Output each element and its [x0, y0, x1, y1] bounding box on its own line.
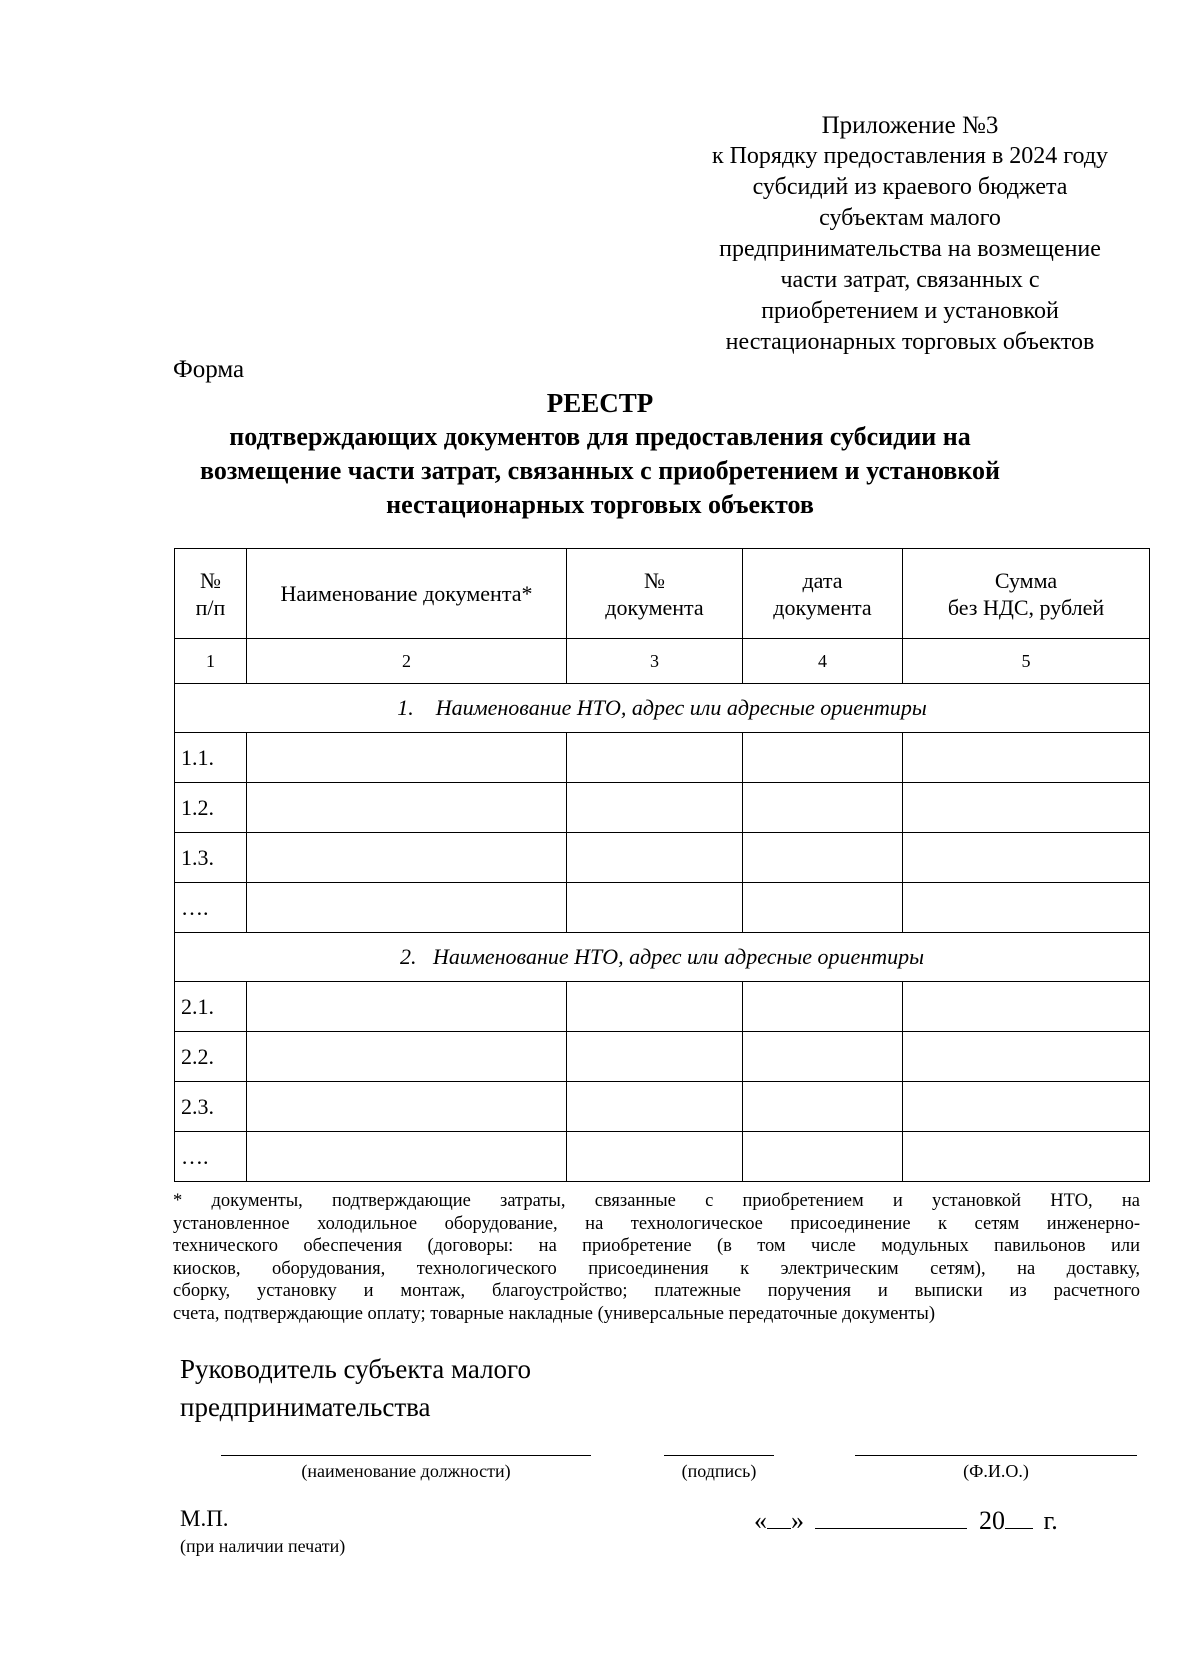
year-suffix: г. [1043, 1506, 1058, 1535]
signatory-line: Руководитель субъекта малого [180, 1354, 531, 1384]
document-name-cell[interactable] [247, 1032, 567, 1082]
header-amount [903, 549, 1150, 639]
amount-cell[interactable] [903, 1082, 1150, 1132]
document-number-cell[interactable] [567, 982, 743, 1032]
document-name-cell[interactable] [247, 982, 567, 1032]
sign-signature-line[interactable] [664, 1455, 774, 1456]
signatory-line: предпринимательства [180, 1392, 431, 1422]
document-number-cell[interactable] [567, 733, 743, 783]
header-text: дата [802, 567, 843, 593]
table-row [175, 1032, 1150, 1082]
column-number: 1 [175, 639, 247, 684]
header-document-date [743, 549, 903, 639]
appendix-line: предпринимательства на возмещение [719, 236, 1101, 262]
row-number: …. [175, 883, 247, 933]
document-number-cell[interactable] [567, 1132, 743, 1182]
column-number-row [175, 639, 1150, 684]
header-document-name [247, 549, 567, 639]
document-number-cell[interactable] [567, 1082, 743, 1132]
year-blank[interactable] [1005, 1506, 1033, 1529]
document-date-cell[interactable] [743, 733, 903, 783]
table-header-row [175, 549, 1150, 639]
row-number: 2.2. [175, 1032, 247, 1082]
row-number: 1.3. [175, 833, 247, 883]
title-main: РЕЕСТР [546, 388, 654, 418]
stamp-place-note: (при наличии печати) [180, 1536, 346, 1556]
table-row [175, 883, 1150, 933]
document-date-cell[interactable] [743, 1032, 903, 1082]
table-row [175, 783, 1150, 833]
appendix-line: нестационарных торговых объектов [725, 329, 1095, 355]
column-number: 3 [567, 639, 743, 684]
document-number-cell[interactable] [567, 783, 743, 833]
header-text: без НДС, рублей [947, 594, 1105, 620]
header-text: документа [773, 594, 872, 620]
section-label: 2. Наименование НТО, адрес или адресные ориентиры [175, 933, 1150, 982]
form-label: Форма [173, 356, 245, 383]
position-caption: (наименование должности) [301, 1461, 511, 1481]
appendix-line: субъектам малого [819, 205, 1001, 231]
table-row [175, 982, 1150, 1032]
document-name-cell[interactable] [247, 783, 567, 833]
footnote-line: технического обеспечения (договоры: на приобретение (в том числе модульных павильонов или [173, 1236, 1140, 1256]
table-row [175, 1082, 1150, 1132]
appendix-line: к Порядку предоставления в 2024 году [711, 143, 1109, 169]
amount-cell[interactable] [903, 883, 1150, 933]
row-number: 1.1. [175, 733, 247, 783]
document-name-cell[interactable] [247, 883, 567, 933]
header-text: п/п [195, 594, 226, 620]
amount-cell[interactable] [903, 1032, 1150, 1082]
amount-cell[interactable] [903, 833, 1150, 883]
date-open-quote: « [754, 1506, 767, 1535]
document-name-cell[interactable] [247, 1082, 567, 1132]
header-text: № [200, 567, 221, 593]
registry-table [174, 548, 1150, 1182]
row-number: 2.3. [175, 1082, 247, 1132]
date-field [754, 1506, 1058, 1536]
amount-cell[interactable] [903, 733, 1150, 783]
section-row [175, 933, 1150, 982]
document-name-cell[interactable] [247, 833, 567, 883]
document-date-cell[interactable] [743, 883, 903, 933]
appendix-line: части затрат, связанных с [780, 267, 1040, 293]
footnote-line: установленное холодильное оборудование, на технологическое присоединение к сетям инженерно- [173, 1213, 1140, 1234]
signatory-label [180, 1350, 531, 1426]
fio-signature-line[interactable] [855, 1455, 1137, 1456]
column-number: 5 [903, 639, 1150, 684]
section-row [175, 684, 1150, 733]
document-number-cell[interactable] [567, 883, 743, 933]
document-name-cell[interactable] [247, 733, 567, 783]
title-line: подтверждающих документов для предоставления субсидии на [229, 422, 971, 451]
footnote-line: счета, подтверждающие оплату; товарные накладные (универсальные передаточные документы) [173, 1303, 935, 1324]
appendix-line: субсидий из краевого бюджета [752, 174, 1068, 200]
column-number: 2 [247, 639, 567, 684]
fio-caption: (Ф.И.О.) [963, 1461, 1029, 1481]
table-row [175, 833, 1150, 883]
document-date-cell[interactable] [743, 1132, 903, 1182]
column-number: 4 [743, 639, 903, 684]
document-date-cell[interactable] [743, 783, 903, 833]
footnote-line: * документы, подтверждающие затраты, связанные с приобретением и установкой НТО, на [173, 1191, 1140, 1211]
section-label: 1. Наименование НТО, адрес или адресные ориентиры [175, 684, 1150, 733]
position-signature-line[interactable] [221, 1455, 591, 1456]
sign-caption: (подпись) [681, 1461, 757, 1481]
title-line: нестационарных торговых объектов [386, 490, 814, 519]
appendix-header [680, 110, 1140, 358]
amount-cell[interactable] [903, 1132, 1150, 1182]
footnote [173, 1190, 1140, 1325]
row-number: …. [175, 1132, 247, 1182]
amount-cell[interactable] [903, 783, 1150, 833]
stamp-place-label: М.П. [180, 1506, 229, 1531]
date-close-quote: » [791, 1506, 804, 1535]
header-row-number [175, 549, 247, 639]
document-number-cell[interactable] [567, 833, 743, 883]
document-date-cell[interactable] [743, 982, 903, 1032]
footnote-line: сборку, установку и монтаж, благоустройство; платежные поручения и выписки из расчетного [173, 1281, 1140, 1301]
document-number-cell[interactable] [567, 1032, 743, 1082]
table-row [175, 733, 1150, 783]
header-text: № [644, 567, 665, 593]
header-document-number [567, 549, 743, 639]
title-line: возмещение части затрат, связанных с приобретением и установкой [200, 456, 1000, 485]
amount-cell[interactable] [903, 982, 1150, 1032]
appendix-line: Приложение №3 [821, 112, 999, 139]
document-name-cell[interactable] [247, 1132, 567, 1182]
month-blank[interactable] [815, 1506, 967, 1529]
footnote-line: киосков, оборудования, технологического присоединения к электрическим сетям), на доставку, [173, 1258, 1140, 1279]
table-row [175, 1132, 1150, 1182]
year-prefix: 20 [979, 1506, 1005, 1535]
appendix-line: приобретением и установкой [761, 298, 1059, 324]
row-number: 1.2. [175, 783, 247, 833]
day-blank[interactable] [767, 1506, 791, 1529]
document-date-cell[interactable] [743, 833, 903, 883]
header-text: Наименование документа* [280, 581, 533, 606]
header-text: Сумма [994, 567, 1058, 593]
header-text: документа [605, 594, 704, 620]
document-title [150, 386, 1050, 522]
row-number: 2.1. [175, 982, 247, 1032]
document-date-cell[interactable] [743, 1082, 903, 1132]
